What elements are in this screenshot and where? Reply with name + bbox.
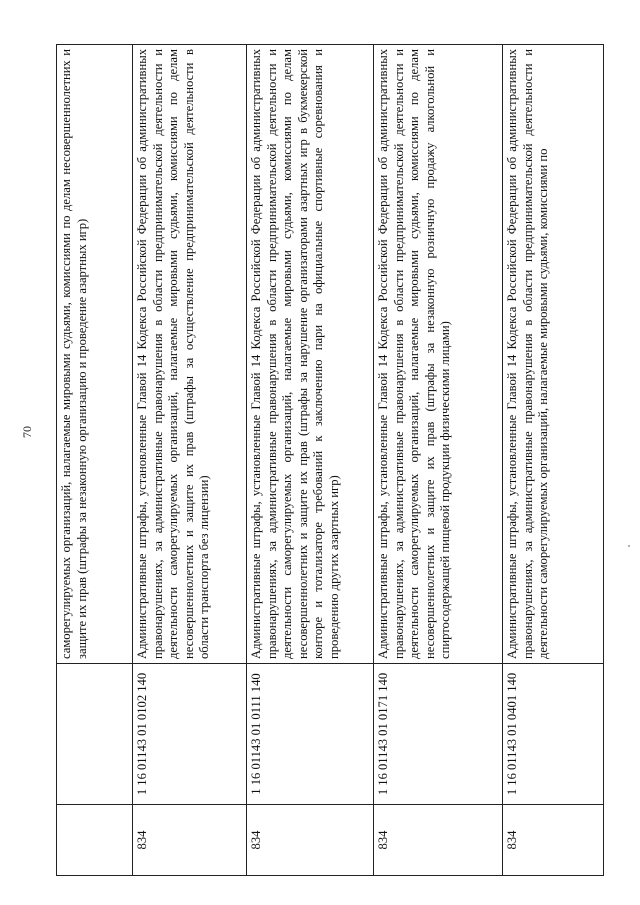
kbk-code-cell: 1 16 01143 01 0171 140 — [374, 664, 503, 805]
description-cell: Административные штрафы, установленные Главой 14 Кодекса Российской Федерации об административных правонарушениях, за административные правонарушения в области предпринимательской деятельности и деятельности саморегулируемых организаций, налагаемые мировыми судьями, комиссиями по делам несовершеннолетних и защите их прав (штрафы за осуществление предпринимательской деятельности в области транспорта без лицензии) — [133, 45, 247, 664]
rotated-table-container — [56, 44, 591, 876]
kbk-code-cell — [57, 664, 133, 805]
table-row — [57, 45, 133, 876]
description-cell: Административные штрафы, установленные Главой 14 Кодекса Российской Федерации об административных правонарушениях, за административные правонарушения в области предпринимательской деятельности и деятельности саморегулируемых организаций, налагаемые мировыми судьями, комиссиями по делам несовершеннолетних и защите их прав (штрафы за нарушение организаторами азартных игр в букмекерской конторе и тотализаторе требований к заключению пари на официальные спортивные соревнования и проведению других азартных игр) — [247, 45, 374, 664]
admin-code-cell: 834 — [133, 805, 247, 876]
table-row — [133, 45, 247, 876]
page-number: 70 — [20, 426, 34, 438]
admin-code-cell: 834 — [503, 805, 604, 876]
kbk-code-cell: 1 16 01143 01 0111 140 — [247, 664, 374, 805]
admin-code-cell: 834 — [374, 805, 503, 876]
description-cell: Административные штрафы, установленные Главой 14 Кодекса Российской Федерации об административных правонарушениях, за административные правонарушения в области предпринимательской деятельности и деятельности саморегулируемых организаций, налагаемые мировыми судьями, комиссиями по делам несовершеннолетних и защите их прав (штрафы за незаконную розничную продажу алкогольной и спиртосодержащей пищевой продукции физическими лицами) — [374, 45, 503, 664]
kbk-code-cell: 1 16 01143 01 0102 140 — [133, 664, 247, 805]
scan-speck — [628, 545, 630, 547]
description-cell: Административные штрафы, установленные Главой 14 Кодекса Российской Федерации об административных правонарушениях, за административные правонарушения в области предпринимательской деятельности и деятельности саморегулируемых организаций, налагаемые мировыми судьями, комиссиями по — [503, 45, 604, 664]
kbk-code-cell: 1 16 01143 01 0401 140 — [503, 664, 604, 805]
description-cell: саморегулируемых организаций, налагаемые мировыми судьями, комиссиями по делам несовершеннолетних и защите их прав (штрафы за незаконную организацию и проведение азартных игр) — [57, 45, 133, 664]
table-row — [503, 45, 604, 876]
budget-codes-table — [56, 44, 604, 876]
admin-code-cell: 834 — [247, 805, 374, 876]
admin-code-cell — [57, 805, 133, 876]
table-row — [374, 45, 503, 876]
table-row — [247, 45, 374, 876]
